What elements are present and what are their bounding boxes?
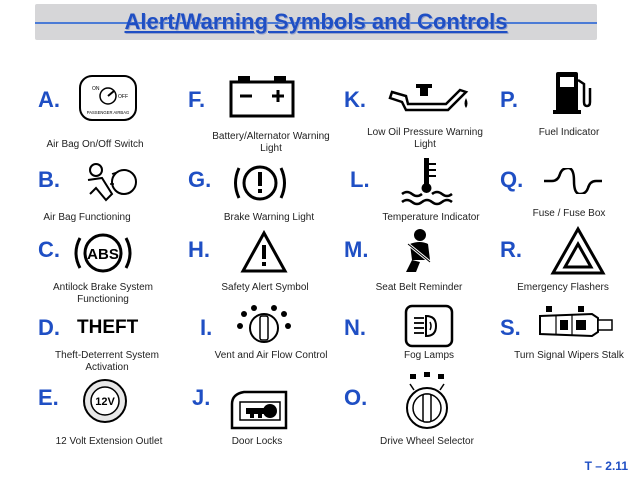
item-letter-h: H. (188, 237, 210, 262)
item-letter-j: J. (192, 385, 211, 410)
airbag-switch-icon (78, 74, 138, 127)
caption-h: Safety Alert Symbol (221, 282, 309, 293)
oil-pressure-icon (386, 80, 470, 119)
airbag-on-label: ON (92, 86, 100, 92)
12v-outlet-icon (82, 378, 128, 429)
caption-i: Vent and Air Flow Control (214, 350, 328, 361)
seat-belt-icon (396, 228, 442, 279)
caption-e: 12 Volt Extension Outlet (55, 436, 163, 447)
item-letter-g: G. (188, 167, 212, 192)
airbag-functioning-icon (82, 160, 138, 209)
item-letter-o: O. (344, 385, 368, 410)
caption-c: Antilock Brake System Functioning (52, 282, 154, 305)
item-letter-m: M. (344, 237, 369, 262)
theft-text: THEFT (77, 317, 139, 338)
caption-f: Battery/Alternator Warning Light (212, 131, 330, 154)
item-letter-d: D. (38, 315, 60, 340)
item-letter-c: C. (38, 237, 60, 262)
caption-q: Fuse / Fuse Box (532, 208, 606, 219)
item-letter-q: Q. (500, 167, 524, 192)
caption-g: Brake Warning Light (223, 212, 315, 223)
door-lock-icon (230, 390, 288, 435)
caption-j: Door Locks (231, 436, 283, 447)
abs-icon (72, 230, 134, 281)
caption-d: Theft-Deterrent System Activation (55, 350, 159, 373)
caption-s: Turn Signal Wipers Stalk (514, 350, 624, 361)
drive-wheel-selector-icon (402, 370, 452, 437)
caption-a: Air Bag On/Off Switch (46, 139, 144, 150)
vent-control-icon (234, 304, 294, 353)
item-letter-l: L. (350, 167, 370, 192)
item-letter-e: E. (38, 385, 59, 410)
fuse-icon (542, 168, 604, 199)
caption-l: Temperature Indicator (382, 212, 480, 223)
brake-warning-icon (232, 160, 288, 211)
outlet-12v-label: 12V (95, 396, 115, 408)
caption-o: Drive Wheel Selector (380, 436, 474, 447)
item-letter-p: P. (500, 87, 518, 112)
airbag-off-label: OFF (118, 94, 128, 100)
battery-icon (228, 72, 296, 125)
item-letter-n: N. (344, 315, 366, 340)
temperature-icon (398, 156, 456, 211)
airbag-passenger-label: PASSENGER AIRBAG (86, 110, 130, 115)
slide-number: T – 2.11 (584, 459, 628, 473)
abs-label: ABS (87, 246, 119, 263)
fuel-pump-icon (552, 70, 592, 119)
item-letter-b: B. (38, 167, 60, 192)
caption-n: Fog Lamps (403, 350, 455, 361)
caption-k: Low Oil Pressure Warning Light (367, 127, 483, 150)
title-bar (35, 4, 597, 40)
item-letter-f: F. (188, 87, 206, 112)
safety-alert-icon (240, 230, 288, 279)
turn-signal-stalk-icon (538, 304, 616, 349)
caption-b: Air Bag Functioning (43, 212, 131, 223)
fog-lamp-icon (404, 304, 454, 353)
item-letter-r: R. (500, 237, 522, 262)
item-letter-k: K. (344, 87, 366, 112)
caption-r: Emergency Flashers (517, 282, 609, 293)
caption-p: Fuel Indicator (538, 127, 600, 138)
item-letter-a: A. (38, 87, 60, 112)
item-letter-i: I. (200, 315, 213, 340)
item-letter-s: S. (500, 315, 521, 340)
page-title: Alert/Warning Symbols and Controls (124, 9, 508, 34)
hazard-triangle-icon (550, 226, 606, 281)
caption-m: Seat Belt Reminder (375, 282, 463, 293)
